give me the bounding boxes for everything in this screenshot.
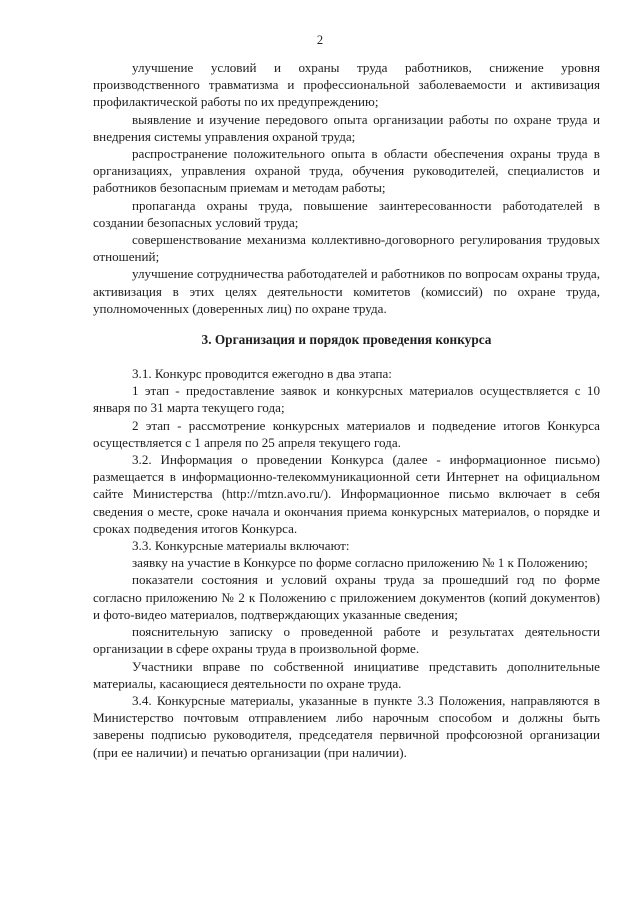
goal-paragraph-cooperation: улучшение сотрудничества работодателей и работников по вопросам охраны труда, активизация в этих целях деятельности комитетов (комиссий) по охране труда, уполномоченных (доверенных лиц) по охране труда. bbox=[93, 266, 600, 316]
clause-3-4: 3.4. Конкурсные материалы, указанные в пункте 3.3 Положения, направляются в Министерство почтовым отправлением либо нарочным способом и должны быть заверены подписью руководителя, председателя первичной профсоюзной организации (при ее наличии) и печатью организации (при наличии). bbox=[93, 692, 600, 760]
clause-3-1: 3.1. Конкурс проводится ежегодно в два этапа: bbox=[132, 366, 392, 382]
clause-3-2: 3.2. Информация о проведении Конкурса (далее - информационное письмо) размещается в информационно-телекоммуникационной сети Интернет на официальном сайте Министерства (http://mtzn.avo.ru/). Информационное письмо включает в себя сведения о месте, сроке начала и окончания приема конкурсных материалов, о порядке и сроках подведения итогов Конкурса. bbox=[93, 452, 600, 536]
clause-3-3: 3.3. Конкурсные материалы включают: bbox=[132, 538, 350, 554]
page-number: 2 bbox=[316, 33, 324, 47]
section-3-heading: 3. Организация и порядок проведения конкурса bbox=[201, 332, 492, 348]
materials-note-paragraph: пояснительную записку о проведенной работе и результатах деятельности организации в сфере охраны труда в произвольной форме. bbox=[93, 624, 600, 657]
document-body bbox=[93, 59, 600, 761]
materials-application-paragraph: заявку на участие в Конкурсе по форме согласно приложению № 1 к Положению; bbox=[132, 555, 588, 571]
goal-paragraph-promotion: пропаганда охраны труда, повышение заинтересованности работодателей в создании безопасных условий труда; bbox=[93, 197, 600, 230]
stage-2-paragraph: 2 этап - рассмотрение конкурсных материалов и подведение итогов Конкурса осуществляется с 1 апреля по 25 апреля текущего года. bbox=[93, 417, 600, 450]
stage-1-paragraph: 1 этап - предоставление заявок и конкурсных материалов осуществляется с 10 января по 31 марта текущего года; bbox=[93, 383, 600, 416]
additional-materials-paragraph: Участники вправе по собственной инициативе представить дополнительные материалы, касающиеся деятельности по охране труда. bbox=[93, 658, 600, 691]
goal-paragraph-best-practice: выявление и изучение передового опыта организации работы по охране труда и внедрения системы управления охраной труда; bbox=[93, 111, 600, 144]
goal-paragraph-experience-sharing: распространение положительного опыта в области обеспечения охраны труда в организациях, управления охраной труда, обучения руководителей, специалистов и работников безопасным приемам и методам работы; bbox=[93, 146, 600, 196]
materials-indicators-paragraph: показатели состояния и условий охраны труда за прошедший год по форме согласно приложению № 2 к Положению с приложением документов (копий документов) и фото-видео материалов, подтверждающих указанные сведения; bbox=[93, 572, 600, 622]
goal-paragraph-labor-conditions: улучшение условий и охраны труда работников, снижение уровня производственного травматизма и профессиональной заболеваемости и активизация профилактической работы по их предупреждению; bbox=[93, 60, 600, 110]
goal-paragraph-collective-agreements: совершенствование механизма коллективно-договорного регулирования трудовых отношений; bbox=[93, 232, 600, 265]
